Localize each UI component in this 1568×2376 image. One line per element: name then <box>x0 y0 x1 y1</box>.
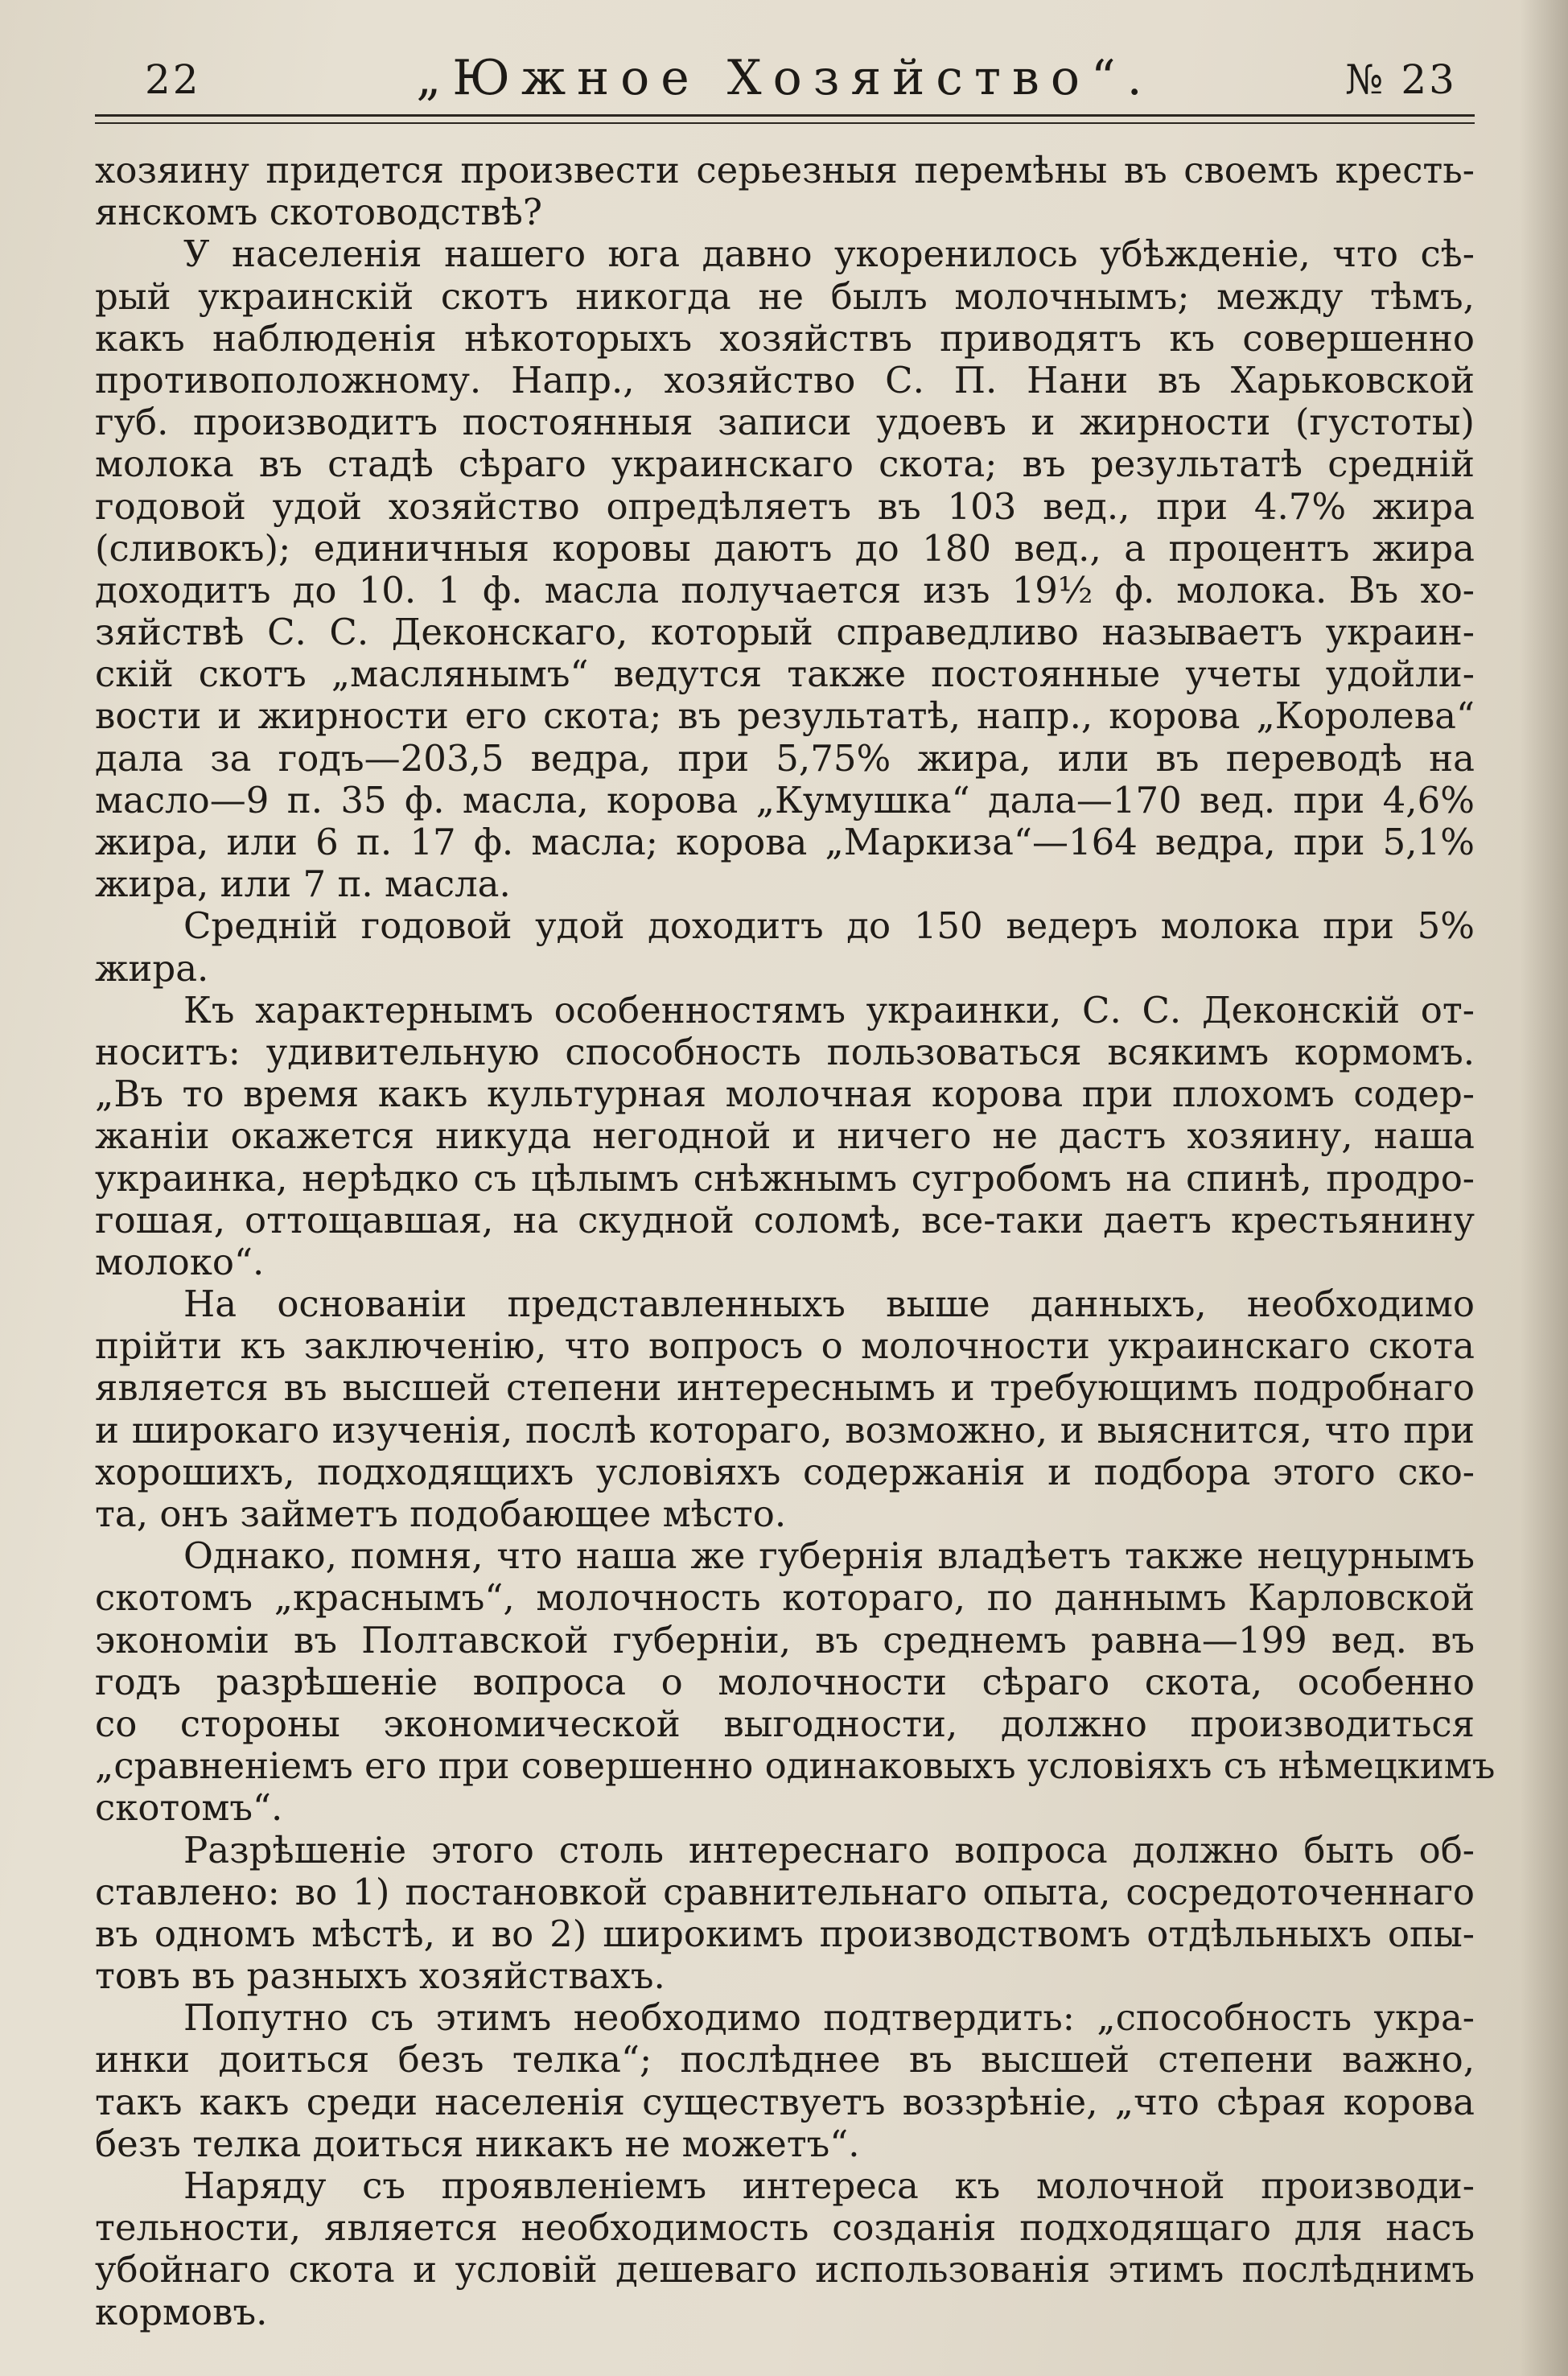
text-line: хозяину придется произвести серьезныя перемѣны въ своемъ кресть- <box>95 149 1475 191</box>
text-line: рый украинскій скотъ никогда не былъ молочнымъ; между тѣмъ, <box>95 274 1475 318</box>
text-line: убойнаго скота и условій дешеваго использованія этимъ послѣднимъ <box>95 2248 1475 2292</box>
text-line: кормовъ. <box>95 2290 268 2333</box>
header-rule <box>95 114 1475 117</box>
text-line: тельности, является необходимость созданія подходящаго для насъ <box>95 2206 1475 2250</box>
page-number: 22 <box>145 56 201 103</box>
text-line: Однако, помня, что наша же губернія владѣетъ также нецурнымъ <box>183 1534 1475 1578</box>
header-rule-double <box>95 122 1475 124</box>
text-line: товъ въ разныхъ хозяйствахъ. <box>95 1954 665 1998</box>
article-body <box>95 149 1496 2333</box>
text-line: инки доиться безъ телка“; послѣднее въ высшей степени важно, <box>95 2038 1475 2082</box>
text-line: является въ высшей степени интереснымъ и требующимъ подробнаго <box>95 1366 1475 1410</box>
text-line: молоко“. <box>95 1240 265 1283</box>
text-line: Наряду съ проявленіемъ интереса къ молочной производи- <box>183 2164 1475 2207</box>
page-edge-shadow <box>1520 0 1568 2376</box>
text-line: какъ наблюденія нѣкоторыхъ хозяйствъ приводятъ къ совершенно <box>95 316 1475 360</box>
text-line: годовой удой хозяйство опредѣляетъ въ 103 вед., при 4.7% жира <box>95 484 1475 528</box>
text-line: ставлено: во 1) постановкой сравнительнаго опыта, сосредоточеннаго <box>95 1870 1475 1913</box>
text-line: со стороны экономической выгодности, должно производиться <box>95 1702 1475 1745</box>
text-line: и широкаго изученія, послѣ котораго, возможно, и выяснится, что при <box>95 1408 1475 1452</box>
text-line: губ. производитъ постоянныя записи удоевъ и жирности (густоты) <box>95 401 1475 444</box>
text-line: доходитъ до 10. 1 ф. масла получается изъ 19½ ф. молока. Въ хо- <box>95 568 1475 612</box>
text-line: скій скотъ „маслянымъ“ ведутся также постоянные учеты удойли- <box>95 653 1475 696</box>
text-line: безъ телка доиться никакъ не можетъ“. <box>95 2122 860 2165</box>
text-line: такъ какъ среди населенія существуетъ воззрѣніе, „что сѣрая корова <box>95 2080 1475 2123</box>
text-line: экономіи въ Полтавской губерніи, въ среднемъ равна—199 вед. въ <box>95 1618 1475 1662</box>
text-line: скотомъ“. <box>95 1786 283 1830</box>
text-line: вости и жирности его скота; въ результатѣ, напр., корова „Королева“ <box>95 694 1475 738</box>
text-line: Попутно съ этимъ необходимо подтвердить: „способность укра- <box>183 1996 1475 2040</box>
text-line: жира, или 7 п. масла. <box>95 863 511 906</box>
text-line: молока въ стадѣ сѣраго украинскаго скота; въ результатѣ средній <box>95 443 1475 486</box>
text-line: жира, или 6 п. 17 ф. масла; корова „Маркиза“—164 ведра, при 5,1% <box>95 821 1475 863</box>
text-line: жаніи окажется никуда негодной и ничего не дастъ хозяину, наша <box>95 1114 1475 1158</box>
text-line: дала за годъ—203,5 ведра, при 5,75% жира, или въ переводѣ на <box>95 736 1475 780</box>
text-line: гошая, оттощавшая, на скудной соломѣ, все-таки даетъ крестьянину <box>95 1198 1475 1242</box>
text-line: носитъ: удивительную способность пользоваться всякимъ кормомъ. <box>95 1030 1475 1073</box>
text-line: У населенія нашего юга давно укоренилось убѣжденіе, что сѣ- <box>183 233 1475 276</box>
text-line: жира. <box>95 946 209 990</box>
text-line: Разрѣшеніе этого столь интереснаго вопроса должно быть об- <box>183 1828 1475 1872</box>
text-line: хорошихъ, подходящихъ условіяхъ содержанія и подбора этого ско- <box>95 1450 1475 1493</box>
text-line: масло—9 п. 35 ф. масла, корова „Кумушка“ дала—170 вед. при 4,6% <box>95 778 1475 822</box>
journal-title: „Южное Хозяйство“. <box>416 50 1154 106</box>
text-line: Средній годовой удой доходитъ до 150 ведеръ молока при 5% <box>183 904 1475 948</box>
text-line: скотомъ „краснымъ“, молочность котораго, по даннымъ Карловской <box>95 1576 1475 1620</box>
text-line: прійти къ заключенію, что вопросъ о молочности украинскаго скота <box>95 1324 1475 1368</box>
text-line: янскомъ скотоводствѣ? <box>95 191 542 234</box>
text-line: „Въ то время какъ культурная молочная корова при плохомъ содер- <box>95 1073 1475 1116</box>
text-line: противоположному. Напр., хозяйство С. П. Нани въ Харьковской <box>95 358 1475 401</box>
running-header <box>95 50 1475 114</box>
text-line: та, онъ займетъ подобающее мѣсто. <box>95 1493 787 1535</box>
text-line: На основаніи представленныхъ выше данныхъ, необходимо <box>183 1283 1475 1326</box>
text-line: „сравненіемъ его при совершенно одинаковыхъ условіяхъ съ нѣмецкимъ <box>95 1744 1496 1788</box>
issue-number: № 23 <box>1345 56 1457 103</box>
text-line: въ одномъ мѣстѣ, и во 2) широкимъ производствомъ отдѣльныхъ опы- <box>95 1912 1475 1955</box>
text-line: (сливокъ); единичныя коровы даютъ до 180 вед., а процентъ жира <box>95 526 1475 570</box>
text-line: зяйствѣ С. С. Деконскаго, который справедливо называетъ украин- <box>95 611 1475 654</box>
text-line: украинка, нерѣдко съ цѣлымъ снѣжнымъ сугробомъ на спинѣ, продро- <box>95 1156 1475 1200</box>
text-line: годъ разрѣшеніе вопроса о молочности сѣраго скота, особенно <box>95 1660 1475 1703</box>
text-line: Къ характернымъ особенностямъ украинки, С. С. Деконскій от- <box>183 988 1475 1032</box>
